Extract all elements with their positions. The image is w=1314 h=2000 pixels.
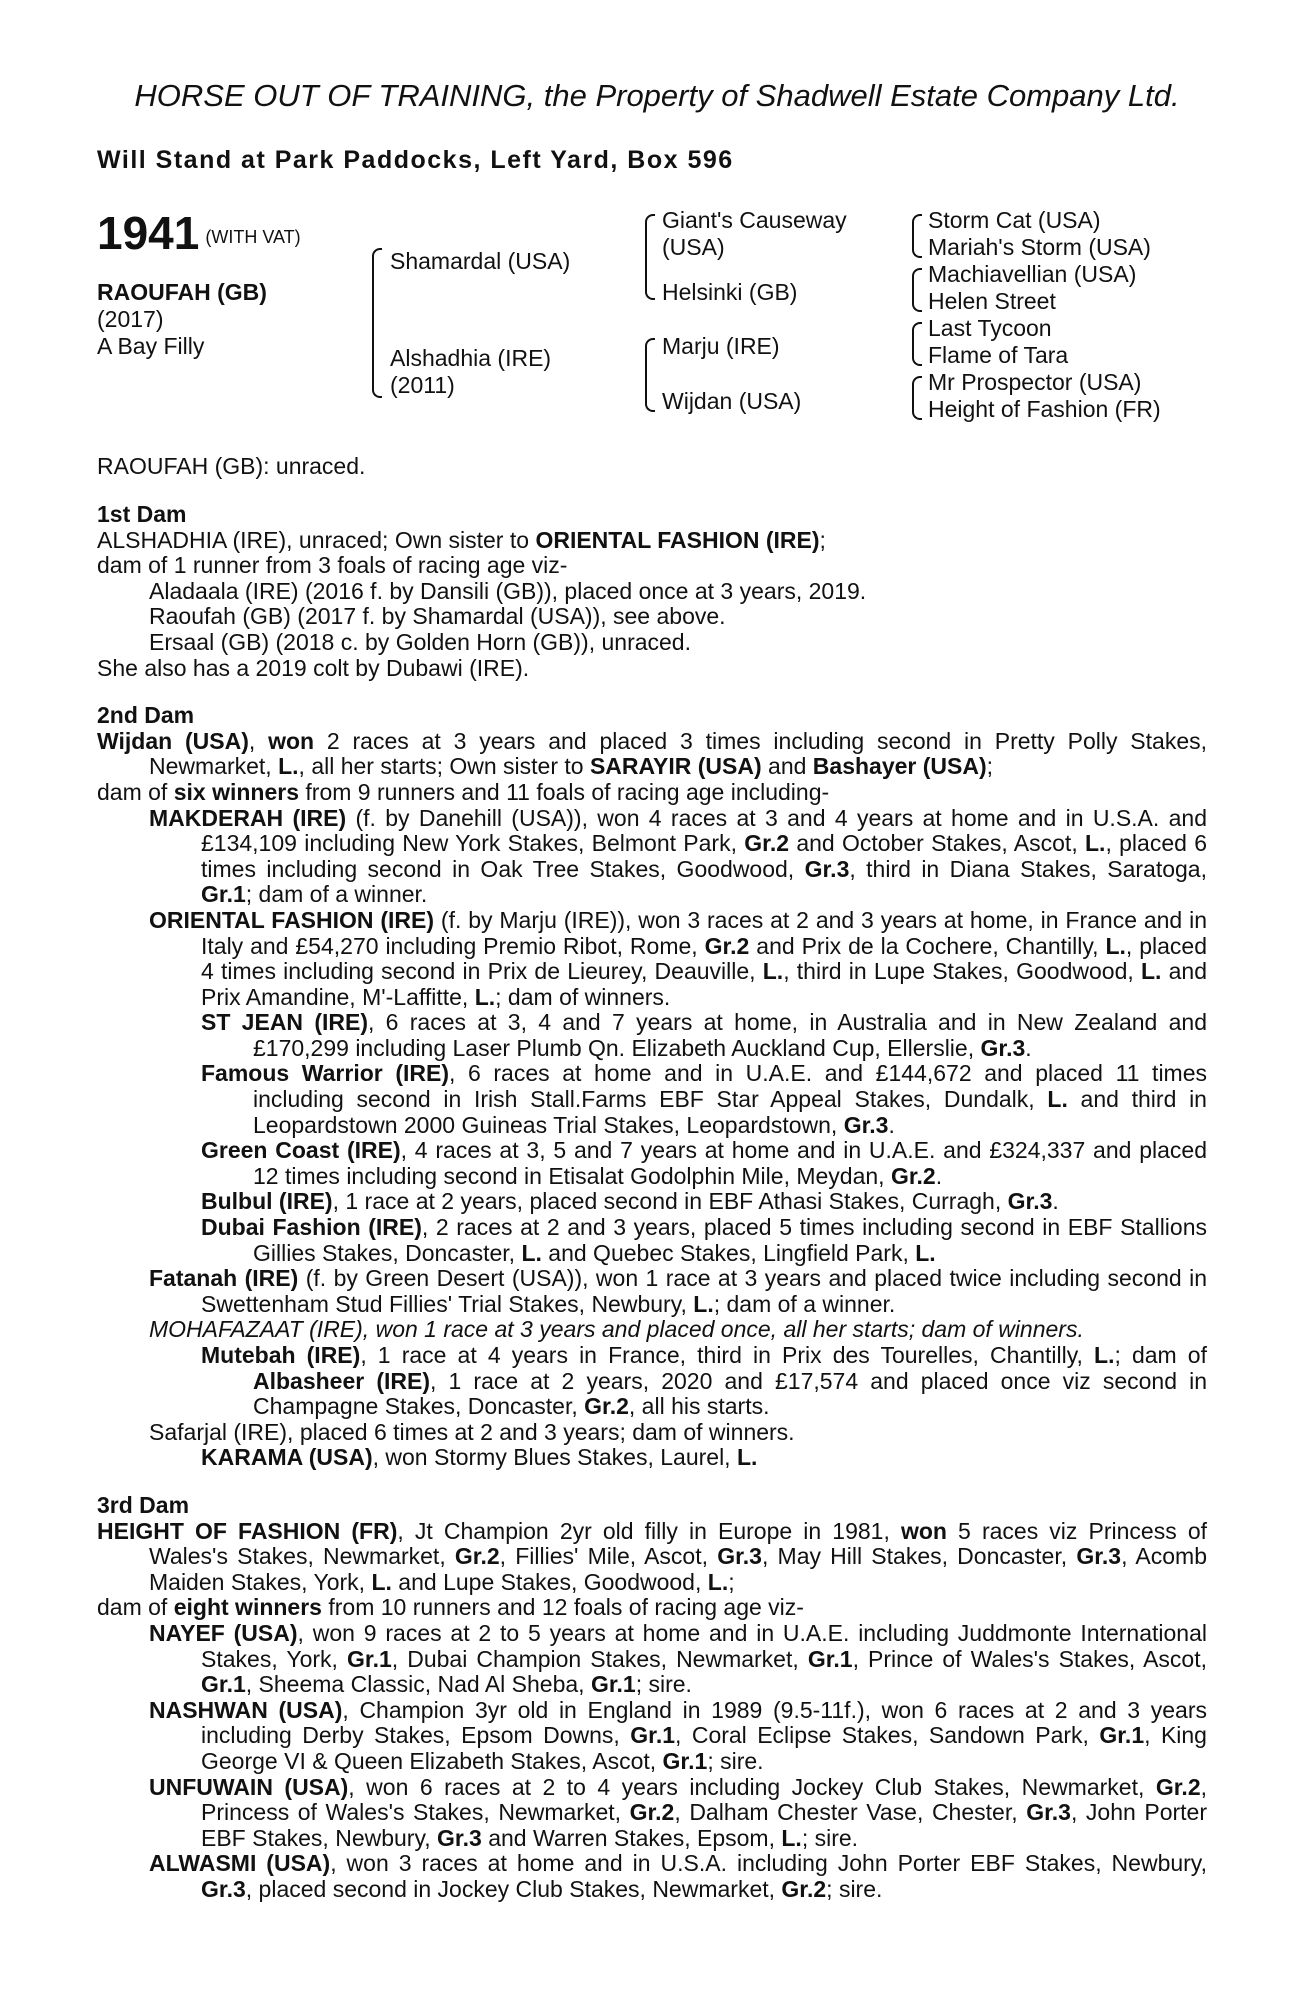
produce-entry: Dubai Fashion (IRE), 2 races at 2 and 3 years, placed 5 times including second in EBF Stallions Gillies Stakes, Doncaster, L. and Quebec Stakes, Lingfield Park, L.: [201, 1214, 1207, 1266]
vat-note: (WITH VAT): [205, 226, 301, 247]
horse-year: (2017): [97, 306, 164, 332]
produce-entry: KARAMA (USA), won Stormy Blues Stakes, Laurel, L.: [201, 1444, 758, 1471]
produce-entry: Mutebah (IRE), 1 race at 4 years in France, third in Prix des Tourelles, Chantilly, L.; dam of Albasheer (IRE), 1 race at 2 years, 2020 and £17,574 and placed once viz second in Champagne Stakes, Doncaster, Gr.2, all his starts.: [201, 1342, 1208, 1420]
pedigree-ggp-7: Mr Prospector (USA): [928, 369, 1142, 395]
produce-entry: Ersaal (GB) (2018 c. by Golden Horn (GB)), unraced.: [149, 628, 691, 655]
pedigree-ggp-1: Storm Cat (USA): [928, 207, 1101, 233]
pedigree-dam-year: (2011): [390, 372, 455, 398]
pedigree-sire-sire: Giant's Causeway: [662, 207, 847, 233]
pedigree-dam-sire: Marju (IRE): [662, 333, 780, 359]
pedigree-ggp-8: Height of Fashion (FR): [928, 396, 1161, 422]
pedigree-brace: [912, 214, 922, 258]
first-dam-heading: 1st Dam: [97, 501, 187, 527]
page-header: HORSE OUT OF TRAINING, the Property of Shadwell Estate Company Ltd.: [134, 78, 1180, 113]
pedigree-brace: [645, 214, 655, 300]
pedigree-ggp-2: Mariah's Storm (USA): [928, 234, 1151, 260]
produce-entry: Aladaala (IRE) (2016 f. by Dansili (GB)), placed once at 3 years, 2019.: [149, 577, 867, 604]
produce-entry: MOHAFAZAAT (IRE), won 1 race at 3 years and placed once, all her starts; dam of winners.: [149, 1316, 1084, 1343]
stand-location: Will Stand at Park Paddocks, Left Yard, Box 596: [97, 146, 734, 174]
race-record: RAOUFAH (GB): unraced.: [97, 453, 366, 479]
pedigree-sire-sire-country: (USA): [662, 234, 725, 260]
pedigree-sire-dam: Helsinki (GB): [662, 279, 798, 305]
pedigree-brace: [912, 376, 922, 420]
pedigree-brace: [912, 322, 922, 366]
second-dam-entry: Wijdan (USA), won 2 races at 3 years and placed 3 times including second in Pretty Polly Stakes, Newmarket, L., all her starts; Own sister to SARAYIR (USA) and Bashayer (USA);: [97, 727, 1207, 780]
third-dam-heading: 3rd Dam: [97, 1491, 190, 1518]
second-dam-produce-summary: dam of six winners from 9 runners and 11 foals of racing age including-: [97, 778, 830, 805]
pedigree-ggp-5: Last Tycoon: [928, 315, 1052, 341]
pedigree-sire: Shamardal (USA): [390, 248, 571, 274]
pedigree-dam-name: Alshadhia (IRE): [390, 345, 552, 371]
produce-entry: Bulbul (IRE), 1 race at 2 years, placed second in EBF Athasi Stakes, Curragh, Gr.3.: [201, 1188, 1059, 1215]
produce-entry: Green Coast (IRE), 4 races at 3, 5 and 7 years at home and in U.A.E. and £324,337 and placed 12 times including second in Etisalat Godolphin Mile, Meydan, Gr.2.: [201, 1137, 1207, 1189]
first-dam-entry: ALSHADHIA (IRE), unraced; Own sister to ORIENTAL FASHION (IRE);: [97, 526, 826, 553]
pedigree-ggp-6: Flame of Tara: [928, 342, 1069, 368]
first-dam-produce-summary: dam of 1 runner from 3 foals of racing age viz-: [97, 552, 568, 579]
produce-note: She also has a 2019 colt by Dubawi (IRE).: [97, 654, 530, 681]
horse-description: A Bay Filly: [97, 333, 205, 359]
pedigree-brace: [372, 248, 382, 398]
horse-name: RAOUFAH (GB): [97, 279, 267, 305]
lot-number: [97, 207, 301, 259]
produce-entry: MAKDERAH (IRE) (f. by Danehill (USA)), won 4 races at 3 and 4 years at home and in U.S.A. and £134,109 including New York Stakes, Belmont Park, Gr.2 and October Stakes, Ascot, L., placed 6 times including second in Oak Tree Stakes, Goodwood, Gr.3, third in Diana Stakes, Saratoga, Gr.1; dam of a winner.: [149, 804, 1207, 908]
produce-entry: Famous Warrior (IRE), 6 races at home and in U.A.E. and £144,672 and placed 11 times including second in Irish Stall.Farms EBF Star Appeal Stakes, Dundalk, L. and third in Leopardstown 2000 Guineas Trial Stakes, Leopardstown, Gr.3.: [201, 1060, 1208, 1138]
produce-entry: ST JEAN (IRE), 6 races at 3, 4 and 7 years at home, in Australia and in New Zealand and £170,299 including Laser Plumb Qn. Elizabeth Auckland Cup, Ellerslie, Gr.3.: [201, 1009, 1207, 1061]
pedigree-ggp-4: Helen Street: [928, 288, 1056, 314]
pedigree-dam-dam: Wijdan (USA): [662, 388, 802, 414]
pedigree-brace: [912, 268, 922, 312]
third-dam-entry: HEIGHT OF FASHION (FR), Jt Champion 2yr old filly in Europe in 1981, won 5 races viz Princess of Wales's Stakes, Newmarket, Gr.2, Fillies' Mile, Ascot, Gr.3, May Hill Stakes, Doncaster, Gr.3, Acomb Maiden Stakes, York, L. and Lupe Stakes, Goodwood, L.;: [97, 1517, 1208, 1595]
second-dam-heading: 2nd Dam: [97, 702, 195, 729]
produce-entry: Safarjal (IRE), placed 6 times at 2 and 3 years; dam of winners.: [149, 1418, 795, 1445]
pedigree-brace: [645, 338, 655, 412]
pedigree-ggp-3: Machiavellian (USA): [928, 261, 1137, 287]
produce-entry: NAYEF (USA), won 9 races at 2 to 5 years at home and in U.A.E. including Juddmonte International Stakes, York, Gr.1, Dubai Champion Stakes, Newmarket, Gr.1, Prince of Wales's Stakes, Ascot, Gr.1, Sheema Classic, Nad Al Sheba, Gr.1; sire.: [149, 1619, 1208, 1698]
produce-entry: ORIENTAL FASHION (IRE) (f. by Marju (IRE)), won 3 races at 2 and 3 years at home, in France and in Italy and £54,270 including Premio Ribot, Rome, Gr.2 and Prix de la Cochere, Chantilly, L., placed 4 times including second in Prix de Lieurey, Deauville, L., third in Lupe Stakes, Goodwood, L. and Prix Amandine, M'-Laffitte, L.; dam of winners.: [149, 906, 1208, 1010]
produce-entry: NASHWAN (USA), Champion 3yr old in England in 1989 (9.5-11f.), won 6 races at 2 and 3 years including Derby Stakes, Epsom Downs, Gr.1, Coral Eclipse Stakes, Sandown Park, Gr.1, King George VI & Queen Elizabeth Stakes, Ascot, Gr.1; sire.: [149, 1696, 1207, 1774]
third-dam-produce-summary: dam of eight winners from 10 runners and 12 foals of racing age viz-: [97, 1594, 804, 1621]
catalogue-body: [97, 502, 1207, 1902]
produce-entry: ALWASMI (USA), won 3 races at home and in U.S.A. including John Porter EBF Stakes, Newbury, Gr.3, placed second in Jockey Club Stakes, Newmarket, Gr.2; sire.: [149, 1850, 1207, 1902]
produce-entry: UNFUWAIN (USA), won 6 races at 2 to 4 years including Jockey Club Stakes, Newmarket, Gr.2, Princess of Wales's Stakes, Newmarket, Gr.2, Dalham Chester Vase, Chester, Gr.3, John Porter EBF Stakes, Newbury, Gr.3 and Warren Stakes, Epsom, L.; sire.: [149, 1773, 1208, 1851]
lot-number-value: 1941: [97, 207, 200, 259]
produce-entry: Fatanah (IRE) (f. by Green Desert (USA)), won 1 race at 3 years and placed twice including second in Swettenham Stud Fillies' Trial Stakes, Newbury, L.; dam of a winner.: [149, 1265, 1207, 1317]
produce-entry: Raoufah (GB) (2017 f. by Shamardal (USA)), see above.: [149, 603, 726, 630]
